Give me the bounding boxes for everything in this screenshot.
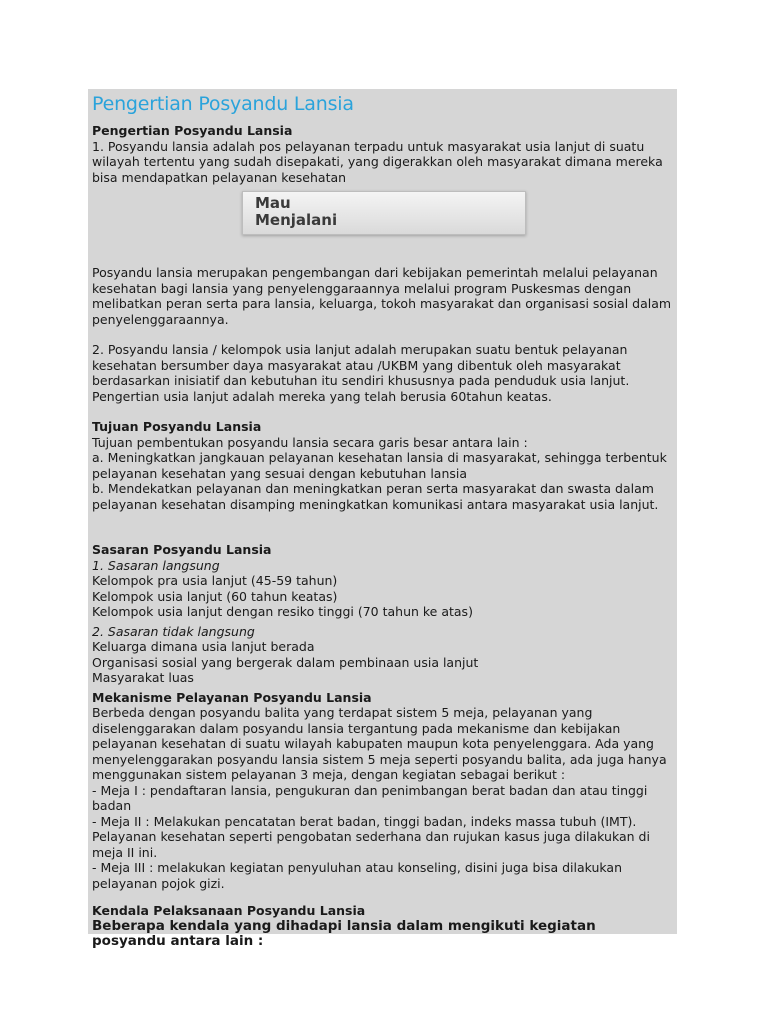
kendala-lead: Beberapa kendala yang dihadapi lansia dalam mengikuti kegiatan posyandu antara lain : [92,917,596,949]
heading-sasaran: Sasaran Posyandu Lansia [92,542,272,557]
meja-1: - Meja I : pendaftaran lansia, pengukuran dan penimbangan berat badan dan atau tinggi badan [92,782,648,813]
sasaran-langsung-item-1: Kelompok pra usia lanjut (45-59 tahun) [92,573,338,588]
tujuan-item-a: a. Meningkatkan jangkauan pelayanan kesehatan lansia di masyarakat, sehingga terbentuk pelayanan kesehatan yang sesuai dengan kebutuhan lansia [92,450,667,481]
heading-kendala: Kendala Pelaksanaan Posyandu Lansia [92,903,366,918]
meja-3: - Meja III : melakukan kegiatan penyuluhan atau konseling, disini juga bisa dilakukan pelayanan pojok gizi. [92,860,623,891]
sasaran-langsung-item-3: Kelompok usia lanjut dengan resiko tinggi (70 tahun ke atas) [92,604,473,619]
sasaran-tidak-langsung-item-1: Keluarga dimana usia lanjut berada [92,639,315,654]
meja-2: - Meja II : Melakukan pencatatan berat badan, tinggi badan, indeks massa tubuh (IMT). Pelayanan kesehatan seperti pengobatan sederhana dan rujukan kasus juga dilakukan di meja II ini. [92,813,650,860]
sasaran-sub-langsung: 1. Sasaran langsung [92,557,220,573]
banner-line-1: Mau [255,194,291,212]
document-panel [88,89,677,949]
sasaran-tidak-langsung-item-3: Masyarakat luas [92,670,194,685]
heading-pengertian: Pengertian Posyandu Lansia [92,123,293,138]
page-title: Pengertian Posyandu Lansia [92,93,354,115]
sasaran-sub-tidak-langsung: 2. Sasaran tidak langsung [92,623,255,639]
paragraph-pengertian-1: 1. Posyandu lansia adalah pos pelayanan terpadu untuk masyarakat usia lanjut di suatu wilayah tertentu yang sudah disepakati, yang digerakkan oleh masyarakat dimana mereka bisa mendapatkan pelayanan kesehatan [92,138,663,185]
banner-line-2: Menjalani [255,211,338,229]
paragraph-pengertian-3: 2. Posyandu lansia / kelompok usia lanjut adalah merupakan suatu bentuk pelayanan kesehatan bersumber daya masyarakat atau /UKBM yang dibentuk oleh masyarakat berdasarkan inisiatif dan kebutuhan itu sendiri khususnya pada penduduk usia lanjut. Pengertian usia lanjut adalah mereka yang telah berusia 60tahun keatas. [92,342,630,404]
tujuan-item-b: b. Mendekatkan pelayanan dan meningkatkan peran serta masyarakat dan swasta dalam pelayanan kesehatan disamping meningkatkan komunikasi antara masyarakat usia lanjut. [92,481,659,512]
tujuan-intro: Tujuan pembentukan posyandu lansia secara garis besar antara lain : [92,434,528,450]
banner-image [242,191,526,235]
sasaran-tidak-langsung-item-2: Organisasi sosial yang bergerak dalam pembinaan usia lanjut [92,654,479,670]
paragraph-pengertian-2: Posyandu lansia merupakan pengembangan dari kebijakan pemerintah melalui pelayanan kesehatan bagi lansia yang penyelenggaraannya melalui program Puskesmas dengan melibatkan peran serta para lansia, keluarga, tokoh masyarakat dan organisasi sosial dalam penyelenggaraannya. [92,265,672,327]
heading-mekanisme: Mekanisme Pelayanan Posyandu Lansia [92,689,372,705]
sasaran-langsung-item-2: Kelompok usia lanjut (60 tahun keatas) [92,588,338,604]
mekanisme-paragraph: Berbeda dengan posyandu balita yang terdapat sistem 5 meja, pelayanan yang diselenggarakan dalam posyandu lansia tergantung pada mekanisme dan kebijakan pelayanan kesehatan di suatu wilayah kabupaten maupun kota penyelenggara. Ada yang menyelenggarakan posyandu lansia sistem 5 meja seperti posyandu balita, ada juga hanya menggunakan sistem pelayanan 3 meja, dengan kegiatan sebagai berikut : [92,705,667,782]
heading-tujuan: Tujuan Posyandu Lansia [92,419,262,434]
